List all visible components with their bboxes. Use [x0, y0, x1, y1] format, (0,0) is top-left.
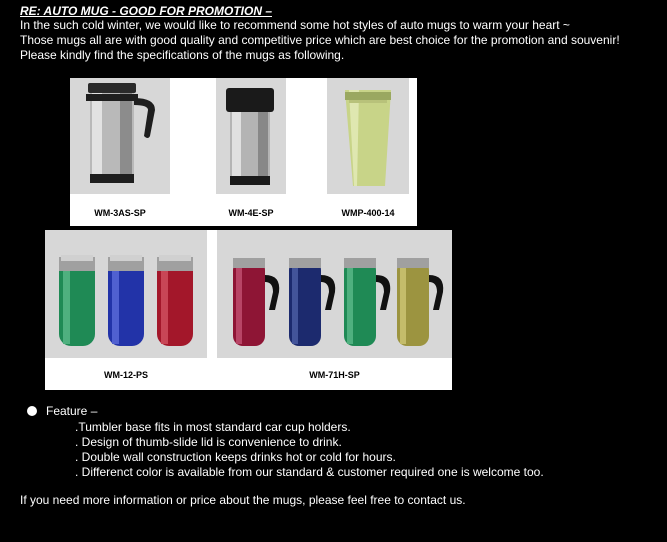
product-label-wm-4e-sp: WM-4E-SP	[228, 208, 274, 218]
feature-heading: Feature –	[46, 404, 98, 418]
product-label-wmp-400-14: WMP-400-14	[341, 208, 395, 218]
contact-footer: If you need more information or price about the mugs, please feel free to contact us.	[20, 493, 466, 507]
intro-line-2: Those mugs all are with good quality and competitive price which are best choice for the promotion and souvenir!	[20, 33, 620, 47]
email-subject: RE: AUTO MUG - GOOD FOR PROMOTION –	[20, 4, 272, 18]
product-photo-wm-12-ps	[45, 230, 207, 358]
stainless-tumbler-image	[216, 78, 286, 194]
feature-item: . Differenct color is available from our standard & customer required one is welcome too.	[75, 465, 544, 479]
product-photo-wm-4e-sp	[216, 78, 286, 194]
intro-line-3: Please kindly find the specifications of the mugs as following.	[20, 48, 345, 62]
product-photo-wm-3as-sp	[70, 78, 170, 194]
bullet-icon	[27, 406, 37, 416]
feature-item: .Tumbler base fits in most standard car cup holders.	[75, 420, 351, 434]
plastic-tumbler-image	[327, 78, 409, 194]
stainless-mug-with-handle-image	[70, 78, 170, 194]
colored-tumblers-image	[45, 230, 207, 358]
product-label-wm-12-ps: WM-12-PS	[103, 370, 148, 380]
feature-list	[75, 420, 544, 480]
product-label-wm-3as-sp: WM-3AS-SP	[94, 208, 146, 218]
product-photo-wmp-400-14	[327, 78, 409, 194]
product-panel-row2	[45, 230, 452, 390]
product-photo-wm-71h-sp	[217, 230, 452, 358]
feature-item: . Design of thumb-slide lid is convenience to drink.	[75, 435, 342, 449]
colored-mugs-with-handle-image	[217, 230, 452, 358]
feature-item: . Double wall construction keeps drinks hot or cold for hours.	[75, 450, 396, 464]
intro-line-1: In the such cold winter, we would like to recommend some hot styles of auto mugs to warm your heart ~	[20, 18, 570, 32]
product-label-wm-71h-sp: WM-71H-SP	[309, 370, 360, 380]
product-panel-row1	[70, 78, 417, 226]
intro-text	[20, 18, 620, 63]
